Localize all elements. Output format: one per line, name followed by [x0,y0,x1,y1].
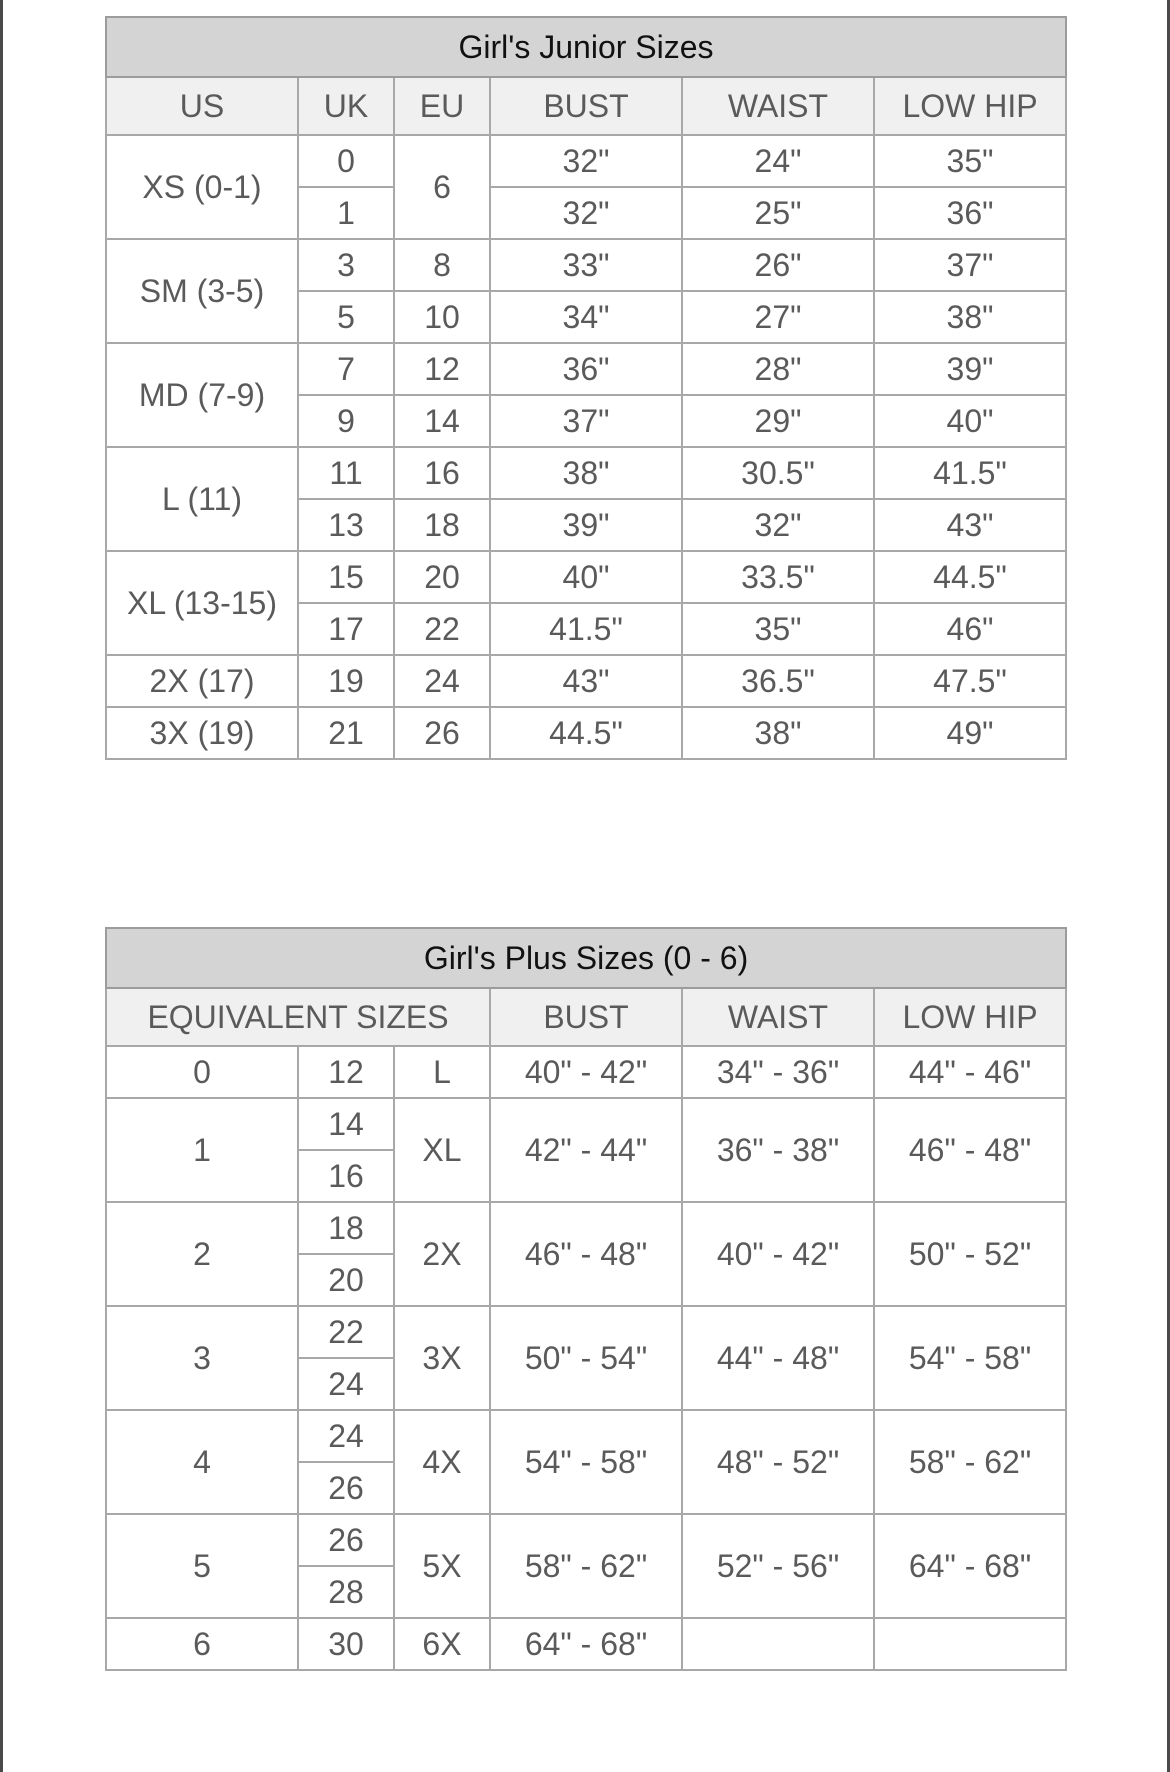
header-low-hip: LOW HIP [874,988,1066,1046]
plus-table-title: Girl's Plus Sizes (0 - 6) [106,928,1066,988]
waist-cell: 44" - 48" [682,1306,874,1410]
low-hip-cell: 44" - 46" [874,1046,1066,1098]
bust-cell: 33" [490,239,682,291]
us-size-cell: L (11) [106,447,298,551]
header-equivalent-sizes: EQUIVALENT SIZES [106,988,490,1046]
table-row [106,239,1066,291]
eu-size-cell: 14 [394,395,490,447]
letter-size-cell: 3X [394,1306,490,1410]
table-row [106,1046,1066,1098]
low-hip-cell: 35" [874,135,1066,187]
bust-cell: 43" [490,655,682,707]
waist-cell: 32" [682,499,874,551]
header-waist: WAIST [682,988,874,1046]
table-row [106,1202,1066,1254]
letter-size-cell: XL [394,1098,490,1202]
low-hip-cell: 64" - 68" [874,1514,1066,1618]
us-size-cell: MD (7-9) [106,343,298,447]
low-hip-cell: 41.5" [874,447,1066,499]
header-uk: UK [298,77,394,135]
table-row [106,707,1066,759]
bust-cell: 40" - 42" [490,1046,682,1098]
numeric-size-cell: 22 [298,1306,394,1358]
uk-size-cell: 13 [298,499,394,551]
low-hip-cell: 54" - 58" [874,1306,1066,1410]
bust-cell: 36" [490,343,682,395]
plus-size-cell: 1 [106,1098,298,1202]
low-hip-cell: 50" - 52" [874,1202,1066,1306]
table-row [106,1098,1066,1150]
numeric-size-cell: 26 [298,1462,394,1514]
header-eu: EU [394,77,490,135]
bust-cell: 40" [490,551,682,603]
bust-cell: 32" [490,135,682,187]
low-hip-cell: 43" [874,499,1066,551]
bust-cell: 58" - 62" [490,1514,682,1618]
plus-size-cell: 4 [106,1410,298,1514]
header-waist: WAIST [682,77,874,135]
uk-size-cell: 15 [298,551,394,603]
bust-cell: 54" - 58" [490,1410,682,1514]
waist-cell: 38" [682,707,874,759]
waist-cell: 25" [682,187,874,239]
bust-cell: 44.5" [490,707,682,759]
numeric-size-cell: 24 [298,1358,394,1410]
plus-size-cell: 0 [106,1046,298,1098]
low-hip-cell: 58" - 62" [874,1410,1066,1514]
us-size-cell: 3X (19) [106,707,298,759]
letter-size-cell: 5X [394,1514,490,1618]
eu-size-cell: 20 [394,551,490,603]
eu-size-cell: 16 [394,447,490,499]
uk-size-cell: 5 [298,291,394,343]
uk-size-cell: 19 [298,655,394,707]
table-row [106,1306,1066,1358]
uk-size-cell: 11 [298,447,394,499]
low-hip-cell: 38" [874,291,1066,343]
uk-size-cell: 7 [298,343,394,395]
plus-size-table [105,927,1067,1671]
waist-cell: 30.5" [682,447,874,499]
waist-cell: 52" - 56" [682,1514,874,1618]
eu-size-cell: 22 [394,603,490,655]
header-low-hip: LOW HIP [874,77,1066,135]
waist-cell: 26" [682,239,874,291]
low-hip-cell: 46" [874,603,1066,655]
low-hip-cell: 44.5" [874,551,1066,603]
bust-cell: 37" [490,395,682,447]
table-row [106,655,1066,707]
numeric-size-cell: 12 [298,1046,394,1098]
us-size-cell: XL (13-15) [106,551,298,655]
waist-cell: 36" - 38" [682,1098,874,1202]
page-frame-left [0,0,3,1772]
bust-cell: 34" [490,291,682,343]
waist-cell: 33.5" [682,551,874,603]
bust-cell: 42" - 44" [490,1098,682,1202]
bust-cell: 41.5" [490,603,682,655]
eu-size-cell: 6 [394,135,490,239]
low-hip-cell: 37" [874,239,1066,291]
empty-waist-cell [682,1618,874,1670]
low-hip-cell: 39" [874,343,1066,395]
bust-cell: 64" - 68" [490,1618,682,1670]
eu-size-cell: 24 [394,655,490,707]
uk-size-cell: 17 [298,603,394,655]
uk-size-cell: 1 [298,187,394,239]
empty-low-hip-cell [874,1618,1066,1670]
letter-size-cell: 6X [394,1618,490,1670]
numeric-size-cell: 16 [298,1150,394,1202]
waist-cell: 36.5" [682,655,874,707]
junior-table-title: Girl's Junior Sizes [106,17,1066,77]
us-size-cell: XS (0-1) [106,135,298,239]
waist-cell: 40" - 42" [682,1202,874,1306]
plus-title-row [106,928,1066,988]
bust-cell: 50" - 54" [490,1306,682,1410]
low-hip-cell: 46" - 48" [874,1098,1066,1202]
waist-cell: 24" [682,135,874,187]
waist-cell: 35" [682,603,874,655]
plus-size-cell: 5 [106,1514,298,1618]
low-hip-cell: 36" [874,187,1066,239]
table-row [106,1618,1066,1670]
numeric-size-cell: 24 [298,1410,394,1462]
letter-size-cell: 2X [394,1202,490,1306]
uk-size-cell: 21 [298,707,394,759]
plus-size-cell: 2 [106,1202,298,1306]
header-bust: BUST [490,77,682,135]
numeric-size-cell: 20 [298,1254,394,1306]
header-us: US [106,77,298,135]
letter-size-cell: 4X [394,1410,490,1514]
table-row [106,551,1066,603]
bust-cell: 32" [490,187,682,239]
header-bust: BUST [490,988,682,1046]
numeric-size-cell: 14 [298,1098,394,1150]
us-size-cell: 2X (17) [106,655,298,707]
waist-cell: 27" [682,291,874,343]
numeric-size-cell: 30 [298,1618,394,1670]
table-row [106,343,1066,395]
numeric-size-cell: 28 [298,1566,394,1618]
table-row [106,1410,1066,1462]
table-row [106,1514,1066,1566]
low-hip-cell: 49" [874,707,1066,759]
waist-cell: 29" [682,395,874,447]
letter-size-cell: L [394,1046,490,1098]
bust-cell: 38" [490,447,682,499]
eu-size-cell: 10 [394,291,490,343]
uk-size-cell: 0 [298,135,394,187]
waist-cell: 48" - 52" [682,1410,874,1514]
eu-size-cell: 12 [394,343,490,395]
table-row [106,447,1066,499]
eu-size-cell: 26 [394,707,490,759]
numeric-size-cell: 26 [298,1514,394,1566]
plus-size-cell: 3 [106,1306,298,1410]
us-size-cell: SM (3-5) [106,239,298,343]
bust-cell: 39" [490,499,682,551]
uk-size-cell: 3 [298,239,394,291]
table-row [106,135,1066,187]
junior-title-row [106,17,1066,77]
junior-size-table [105,16,1067,760]
uk-size-cell: 9 [298,395,394,447]
plus-header-row [106,988,1066,1046]
waist-cell: 34" - 36" [682,1046,874,1098]
waist-cell: 28" [682,343,874,395]
low-hip-cell: 40" [874,395,1066,447]
low-hip-cell: 47.5" [874,655,1066,707]
junior-header-row [106,77,1066,135]
eu-size-cell: 18 [394,499,490,551]
numeric-size-cell: 18 [298,1202,394,1254]
eu-size-cell: 8 [394,239,490,291]
bust-cell: 46" - 48" [490,1202,682,1306]
plus-size-cell: 6 [106,1618,298,1670]
